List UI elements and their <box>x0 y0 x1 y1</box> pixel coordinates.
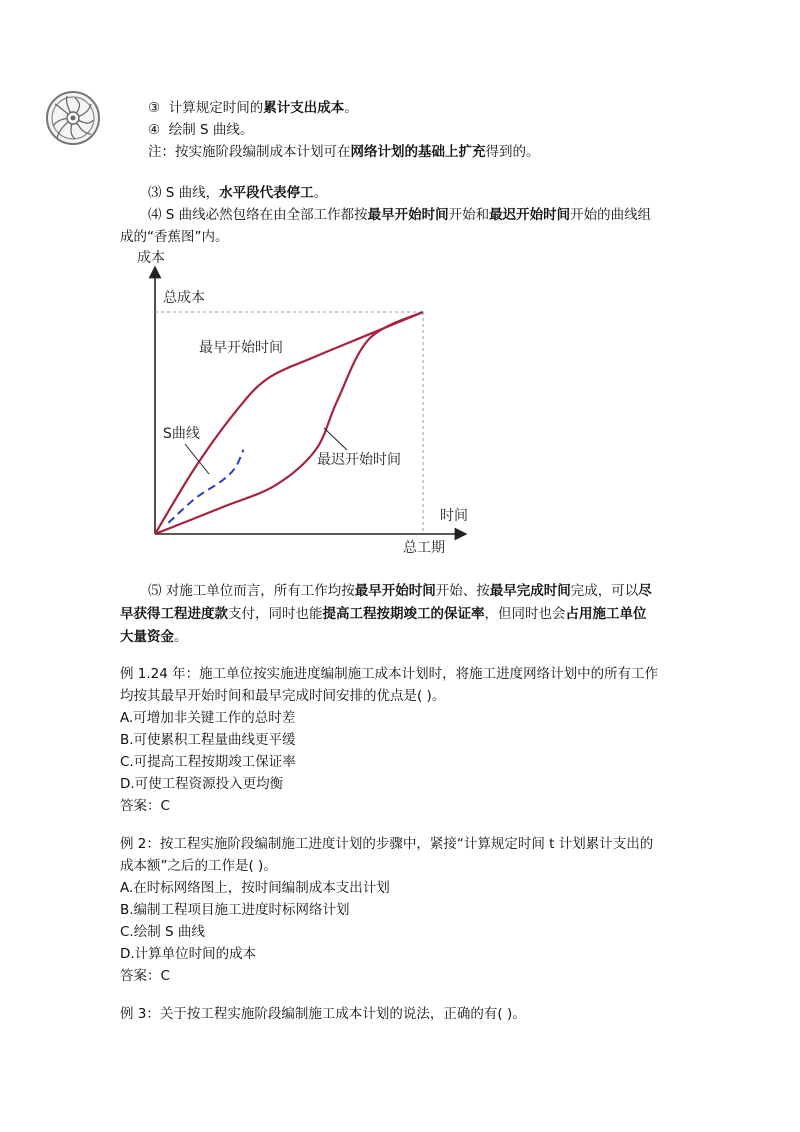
example-1-answer: 答案：C <box>120 798 170 814</box>
example-2-question-cont: 成本额”之后的工作是( )。 <box>120 858 277 874</box>
annotation-s-curve: S曲线 <box>163 426 200 442</box>
example-2-answer: 答案：C <box>120 968 170 984</box>
leader-s-curve <box>185 444 209 474</box>
example-1-option-b: B.可使累积工程量曲线更平缓 <box>120 732 296 748</box>
example-2-option-b: B.编制工程项目施工进度时标网络计划 <box>120 902 350 918</box>
annotation-latest-start: 最迟开始时间 <box>317 452 401 468</box>
series-earliest-start <box>155 312 423 534</box>
x-max-label: 总工期 <box>403 540 445 556</box>
point-4-line1: ⑷ S 曲线必然包络在由全部工作都按最早开始时间开始和最迟开始时间开始的曲线组 <box>148 207 652 223</box>
series-latest-start <box>155 312 423 534</box>
example-2-option-d: D.计算单位时间的成本 <box>120 946 257 962</box>
note: 注：按实施阶段编制成本计划可在网络计划的基础上扩充得到的。 <box>148 144 540 160</box>
leader-latest-start <box>324 428 347 450</box>
point-4-line2: 成的“香蕉图”内。 <box>120 229 229 245</box>
example-1-option-d: D.可使工程资源投入更均衡 <box>120 776 284 792</box>
example-2-option-c: C.绘制 S 曲线 <box>120 924 205 940</box>
example-2-option-a: A.在时标网络图上，按时间编制成本支出计划 <box>120 880 390 896</box>
y-max-label: 总成本 <box>163 290 205 306</box>
point-5-line1: ⑸ 对施工单位而言，所有工作均按最早开始时间开始、按最早完成时间完成，可以尽 <box>148 583 652 599</box>
point-5-line3: 大量资金。 <box>120 629 188 645</box>
example-1-option-a: A.可增加非关键工作的总时差 <box>120 710 296 726</box>
rosette-seal-icon <box>45 90 101 146</box>
example-3-question: 例 3：关于按工程实施阶段编制施工成本计划的说法，正确的有( )。 <box>120 1006 526 1022</box>
banana-chart <box>125 238 485 558</box>
example-1-question-cont: 均按其最早开始时间和最早完成时间安排的优点是( )。 <box>120 688 446 704</box>
annotation-earliest-start: 最早开始时间 <box>199 340 283 356</box>
example-1-question: 例 1.24 年：施工单位按实施进度编制施工成本计划时，将施工进度网络计划中的所有工作 <box>120 666 659 682</box>
x-axis-label: 时间 <box>440 508 468 524</box>
step-4: ④ 绘制 S 曲线。 <box>148 122 254 138</box>
example-1-option-c: C.可提高工程按期竣工保证率 <box>120 754 296 770</box>
series-s-curve <box>168 450 243 523</box>
y-axis-label: 成本 <box>137 250 165 266</box>
step-3: ③ 计算规定时间的累计支出成本。 <box>148 100 358 116</box>
example-2-question: 例 2：按工程实施阶段编制施工进度计划的步骤中，紧接“计算规定时间 t 计划累计支出的 <box>120 836 654 852</box>
point-3: ⑶ S 曲线，水平段代表停工。 <box>148 185 328 201</box>
point-5-line2: 早获得工程进度款支付，同时也能提高工程按期竣工的保证率，但同时也会占用施工单位 <box>120 606 647 622</box>
